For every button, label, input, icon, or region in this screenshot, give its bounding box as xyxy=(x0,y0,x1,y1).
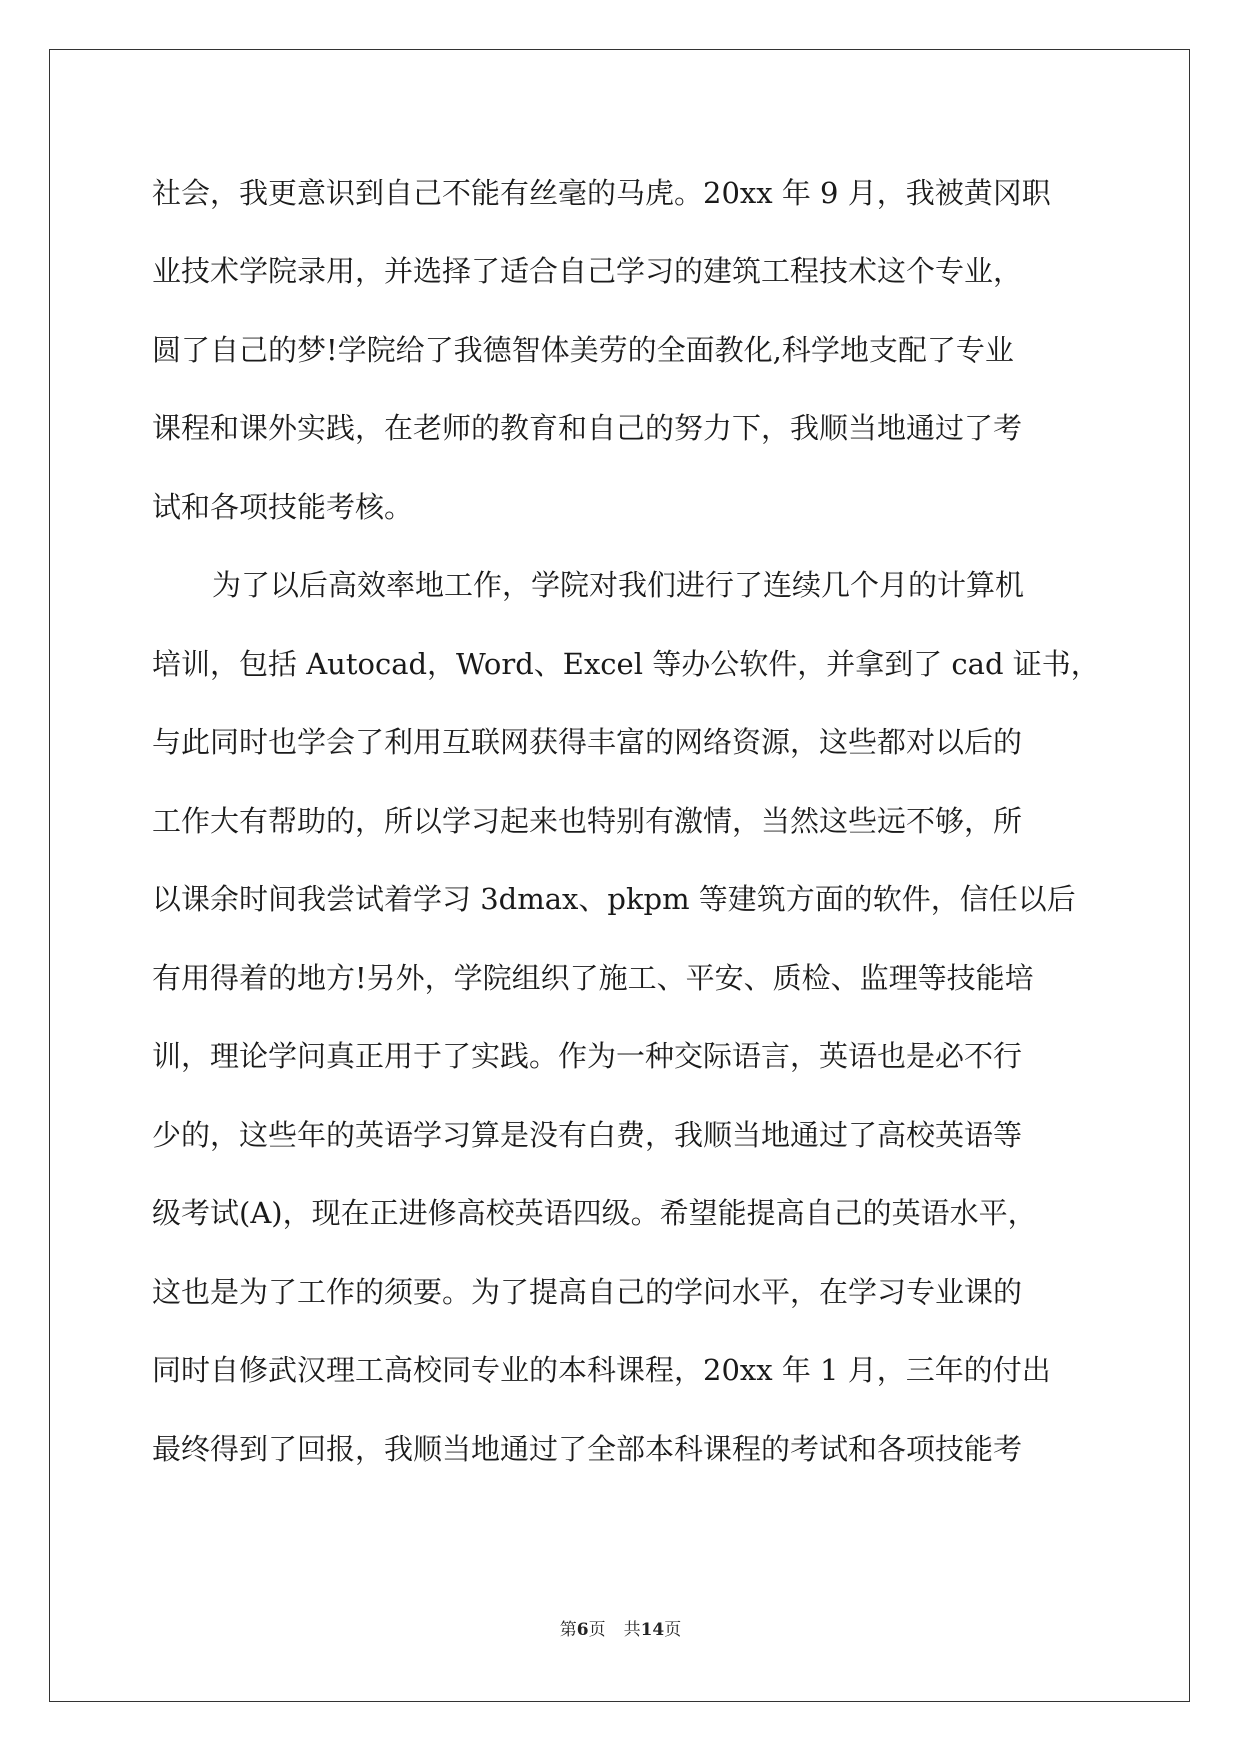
total-pages: 14 xyxy=(640,1620,665,1640)
body-text-line: 同时自修武汉理工高校同专业的本科课程，20xx 年 1 月，三年的付出 xyxy=(152,1353,1051,1387)
body-text-line: 社会，我更意识到自己不能有丝毫的马虎。20xx 年 9 月，我被黄冈职 xyxy=(152,176,1051,210)
page-label-suffix: 页 xyxy=(588,1620,606,1640)
total-label-suffix: 页 xyxy=(664,1620,682,1640)
body-text-line: 试和各项技能考核。 xyxy=(152,490,414,524)
body-text-line: 圆了自己的梦!学院给了我德智体美劳的全面教化,科学地支配了专业 xyxy=(152,333,1014,367)
body-text-line: 以课余时间我尝试着学习 3dmax、pkpm 等建筑方面的软件，信任以后 xyxy=(152,882,1076,916)
body-text-line: 少的，这些年的英语学习算是没有白费，我顺当地通过了高校英语等 xyxy=(152,1118,1023,1152)
body-text-line: 业技术学院录用，并选择了适合自己学习的建筑工程技术这个专业， xyxy=(152,254,1023,288)
page-number: 6 xyxy=(576,1620,589,1640)
body-text-line: 最终得到了回报，我顺当地通过了全部本科课程的考试和各项技能考 xyxy=(152,1432,1023,1466)
body-text-line: 课程和课外实践，在老师的教育和自己的努力下，我顺当地通过了考 xyxy=(152,411,1023,445)
page-footer xyxy=(0,1618,1241,1642)
body-text-line: 这也是为了工作的须要。为了提高自己的学问水平，在学习专业课的 xyxy=(152,1275,1023,1309)
body-text-line: 训，理论学问真正用于了实践。作为一种交际语言，英语也是必不行 xyxy=(152,1039,1023,1073)
body-text-line: 与此同时也学会了利用互联网获得丰富的网络资源，这些都对以后的 xyxy=(152,725,1023,759)
body-text-line: 工作大有帮助的，所以学习起来也特别有激情，当然这些远不够，所 xyxy=(152,804,1023,838)
paragraph-first-line: 为了以后高效率地工作，学院对我们进行了连续几个月的计算机 xyxy=(212,568,1025,602)
body-text-line: 级考试(A)，现在正进修高校英语四级。希望能提高自己的英语水平， xyxy=(152,1196,1037,1230)
body-text-line: 有用得着的地方!另外，学院组织了施工、平安、质检、监理等技能培 xyxy=(152,961,1034,995)
page-label-prefix: 第 xyxy=(559,1620,577,1640)
total-label-prefix: 共 xyxy=(623,1620,641,1640)
body-text-line: 培训，包括 Autocad，Word、Excel 等办公软件，并拿到了 cad 证书， xyxy=(152,647,1100,681)
